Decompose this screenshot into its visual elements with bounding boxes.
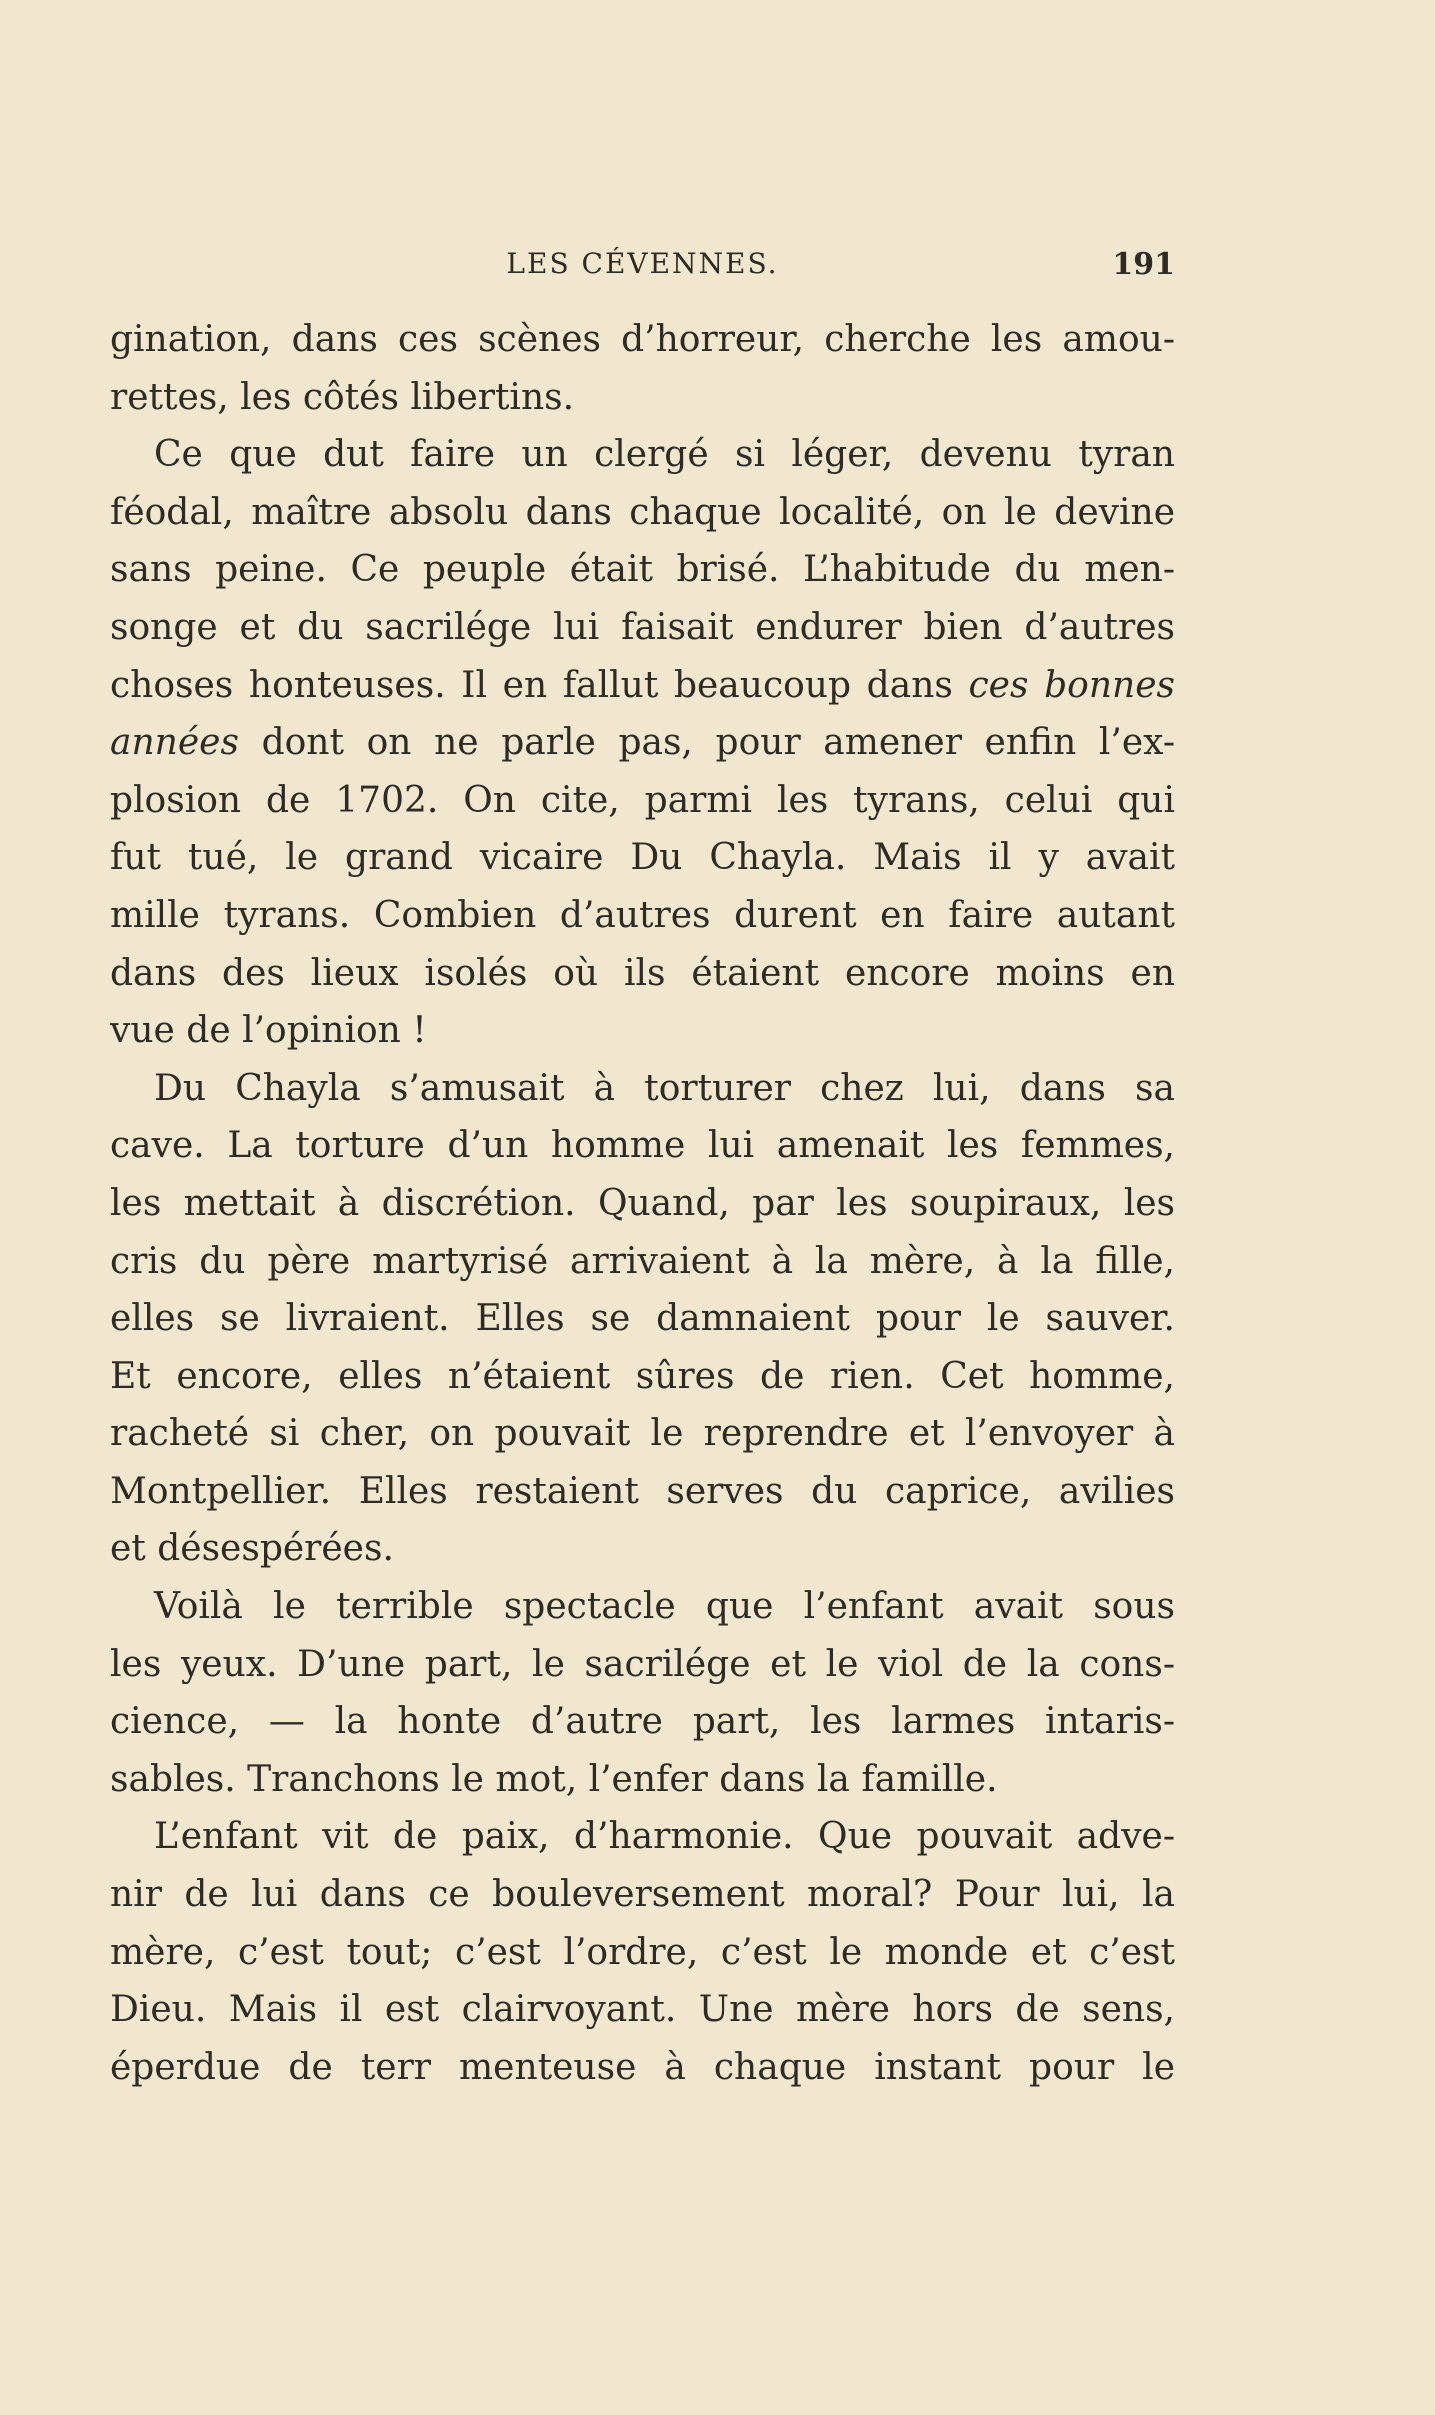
text-line: nir de lui dans ce bouleversement moral? Pour lui, la	[110, 1874, 1175, 1916]
text-line: Et encore, elles n’étaient sûres de rien. Cet homme,	[110, 1355, 1175, 1397]
page-header	[110, 247, 1175, 291]
running-head: LES CÉVENNES.	[506, 247, 779, 280]
text-line: sables. Tranchons le mot, l’enfer dans la famille.	[110, 1758, 998, 1800]
italic-phrase: ces bonnes	[968, 664, 1175, 706]
text-line: rettes, les côtés libertins.	[110, 376, 575, 418]
text-line	[110, 714, 1175, 772]
text-line: dans des lieux isolés où ils étaient encore moins en	[110, 952, 1175, 994]
page-number: 191	[1112, 247, 1175, 282]
text-line: les mettait à discrétion. Quand, par les soupiraux, les	[110, 1182, 1175, 1224]
text-line: Ce que dut faire un clergé si léger, devenu tyran	[154, 434, 1175, 476]
text-line: fut tué, le grand vicaire Du Chayla. Mais il y avait	[110, 837, 1175, 879]
text-line: songe et du sacrilége lui faisait endurer bien d’autres	[110, 606, 1175, 648]
text-line: cave. La torture d’un homme lui amenait les femmes,	[110, 1125, 1175, 1167]
text-line: éperdue de terr menteuse à chaque instant pour le	[110, 2046, 1175, 2088]
text-line: Du Chayla s’amusait à torturer chez lui, dans sa	[154, 1067, 1175, 1109]
text-line: féodal, maître absolu dans chaque localité, on le devine	[110, 491, 1175, 533]
text-line: mère, c’est tout; c’est l’ordre, c’est le monde et c’est	[110, 1931, 1175, 1973]
text-line: Montpellier. Elles restaient serves du caprice, avilies	[110, 1470, 1175, 1512]
text-line: mille tyrans. Combien d’autres durent en faire autant	[110, 894, 1175, 936]
text-segment: dont on ne parle pas, pour amener enfin l’ex-	[238, 722, 1175, 764]
text-line: vue de l’opinion !	[110, 1010, 427, 1052]
text-line: Voilà le terrible spectacle que l’enfant avait sous	[154, 1586, 1175, 1628]
text-line: L’enfant vit de paix, d’harmonie. Que pouvait adve-	[154, 1816, 1175, 1858]
text-line: cience, — la honte d’autre part, les larmes intaris-	[110, 1701, 1175, 1743]
text-line: racheté si cher, on pouvait le reprendre et l’envoyer à	[110, 1413, 1175, 1455]
text-line	[110, 657, 1175, 715]
text-line: gination, dans ces scènes d’horreur, cherche les amou-	[110, 319, 1175, 360]
text-line: cris du père martyrisé arrivaient à la mère, à la fille,	[110, 1240, 1175, 1282]
text-line: et désespérées.	[110, 1528, 394, 1570]
italic-phrase: années	[110, 722, 239, 764]
text-segment: choses honteuses. Il en fallut beaucoup dans	[110, 664, 969, 706]
text-line: les yeux. D’une part, le sacrilége et le viol de la cons-	[110, 1643, 1175, 1685]
text-line: sans peine. Ce peuple était brisé. L’habitude du men-	[110, 549, 1175, 591]
text-line: Dieu. Mais il est clairvoyant. Une mère hors de sens,	[110, 1989, 1175, 2031]
body-text	[110, 311, 1175, 2096]
text-line: plosion de 1702. On cite, parmi les tyrans, celui qui	[110, 779, 1175, 821]
text-line: elles se livraient. Elles se damnaient pour le sauver.	[110, 1298, 1175, 1340]
